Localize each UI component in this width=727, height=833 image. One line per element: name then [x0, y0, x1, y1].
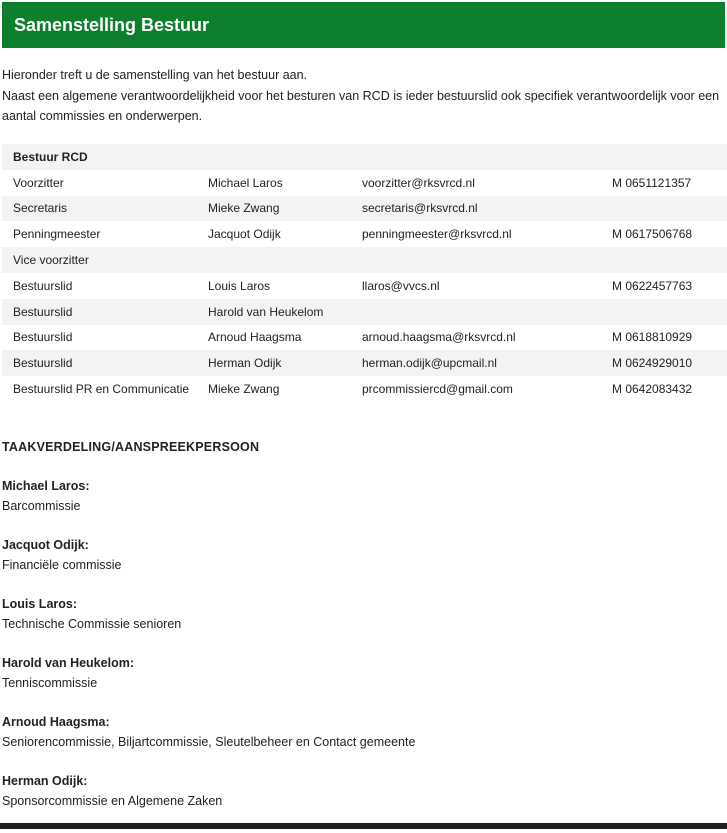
list-item: [2, 479, 722, 538]
intro-line-1: Hieronder treft u de samenstelling van het bestuur aan.: [2, 68, 308, 82]
member-phone: M 0622457763: [612, 273, 727, 299]
table-row: [2, 350, 727, 376]
list-item: [2, 715, 722, 774]
member-email: voorzitter@rksvrcd.nl: [362, 170, 612, 196]
table-row: [2, 196, 727, 222]
table-caption-row: [2, 144, 727, 170]
member-email: arnoud.haagsma@rksvrcd.nl: [362, 325, 612, 351]
task-person: Herman Odijk:: [2, 774, 88, 788]
task-description: Financiële commissie: [2, 558, 122, 572]
table-row: [2, 376, 727, 402]
task-person: Harold van Heukelom:: [2, 656, 134, 670]
tasks-title: TAAKVERDELING/AANSPREEKPERSOON: [2, 440, 260, 454]
task-description: Barcommissie: [2, 499, 81, 513]
task-list: [2, 479, 722, 833]
member-role: Secretaris: [2, 196, 208, 222]
member-name: [208, 247, 362, 273]
member-phone: [612, 196, 727, 222]
table-row: [2, 273, 727, 299]
member-email: llaros@vvcs.nl: [362, 273, 612, 299]
member-email: [362, 247, 612, 273]
task-description: Technische Commissie senioren: [2, 617, 182, 631]
task-description: Seniorencommissie, Biljartcommissie, Sleutelbeheer en Contact gemeente: [2, 735, 416, 749]
member-role: Bestuurslid PR en Communicatie: [2, 376, 208, 402]
member-name: Jacquot Odijk: [208, 221, 362, 247]
member-phone: M 0624929010: [612, 350, 727, 376]
table-row: [2, 170, 727, 196]
member-role: Bestuurslid: [2, 350, 208, 376]
member-role: Vice voorzitter: [2, 247, 208, 273]
task-person: Louis Laros:: [2, 597, 78, 611]
member-phone: M 0651121357: [612, 170, 727, 196]
table-row: [2, 221, 727, 247]
task-person: Michael Laros:: [2, 479, 90, 493]
table-row: [2, 299, 727, 325]
task-description: Tenniscommissie: [2, 676, 98, 690]
intro-text: [2, 65, 722, 127]
list-item: [2, 656, 722, 715]
page-title: Samenstelling Bestuur: [2, 2, 725, 48]
member-name: Harold van Heukelom: [208, 299, 362, 325]
member-name: Mieke Zwang: [208, 196, 362, 222]
member-phone: M 0617506768: [612, 221, 727, 247]
intro-line-2: Naast een algemene verantwoordelijkheid voor het besturen van RCD is ieder bestuurslid ook specifiek verantwoordelijk voor een aantal commissies en onderwerpen.: [2, 88, 720, 123]
member-role: Voorzitter: [2, 170, 208, 196]
member-phone: M 0618810929: [612, 325, 727, 351]
member-name: Arnoud Haagsma: [208, 325, 362, 351]
member-name: Mieke Zwang: [208, 376, 362, 402]
table-row: [2, 325, 727, 351]
member-name: Louis Laros: [208, 273, 362, 299]
member-role: Penningmeester: [2, 221, 208, 247]
member-email: herman.odijk@upcmail.nl: [362, 350, 612, 376]
task-person: Jacquot Odijk:: [2, 538, 89, 552]
table-caption: Bestuur RCD: [2, 144, 727, 170]
member-name: Herman Odijk: [208, 350, 362, 376]
task-description: Sponsorcommissie en Algemene Zaken: [2, 794, 223, 808]
member-phone: [612, 247, 727, 273]
member-phone: M 0642083432: [612, 376, 727, 402]
table-row: [2, 247, 727, 273]
list-item: [2, 538, 722, 597]
list-item: [2, 597, 722, 656]
member-email: secretaris@rksvrcd.nl: [362, 196, 612, 222]
member-email: penningmeester@rksvrcd.nl: [362, 221, 612, 247]
member-email: prcommissiercd@gmail.com: [362, 376, 612, 402]
task-person: Arnoud Haagsma:: [2, 715, 110, 729]
member-role: Bestuurslid: [2, 299, 208, 325]
footer-bar: [0, 823, 727, 829]
board-table: [2, 144, 727, 402]
member-role: Bestuurslid: [2, 273, 208, 299]
member-name: Michael Laros: [208, 170, 362, 196]
member-phone: [612, 299, 727, 325]
member-role: Bestuurslid: [2, 325, 208, 351]
member-email: [362, 299, 612, 325]
